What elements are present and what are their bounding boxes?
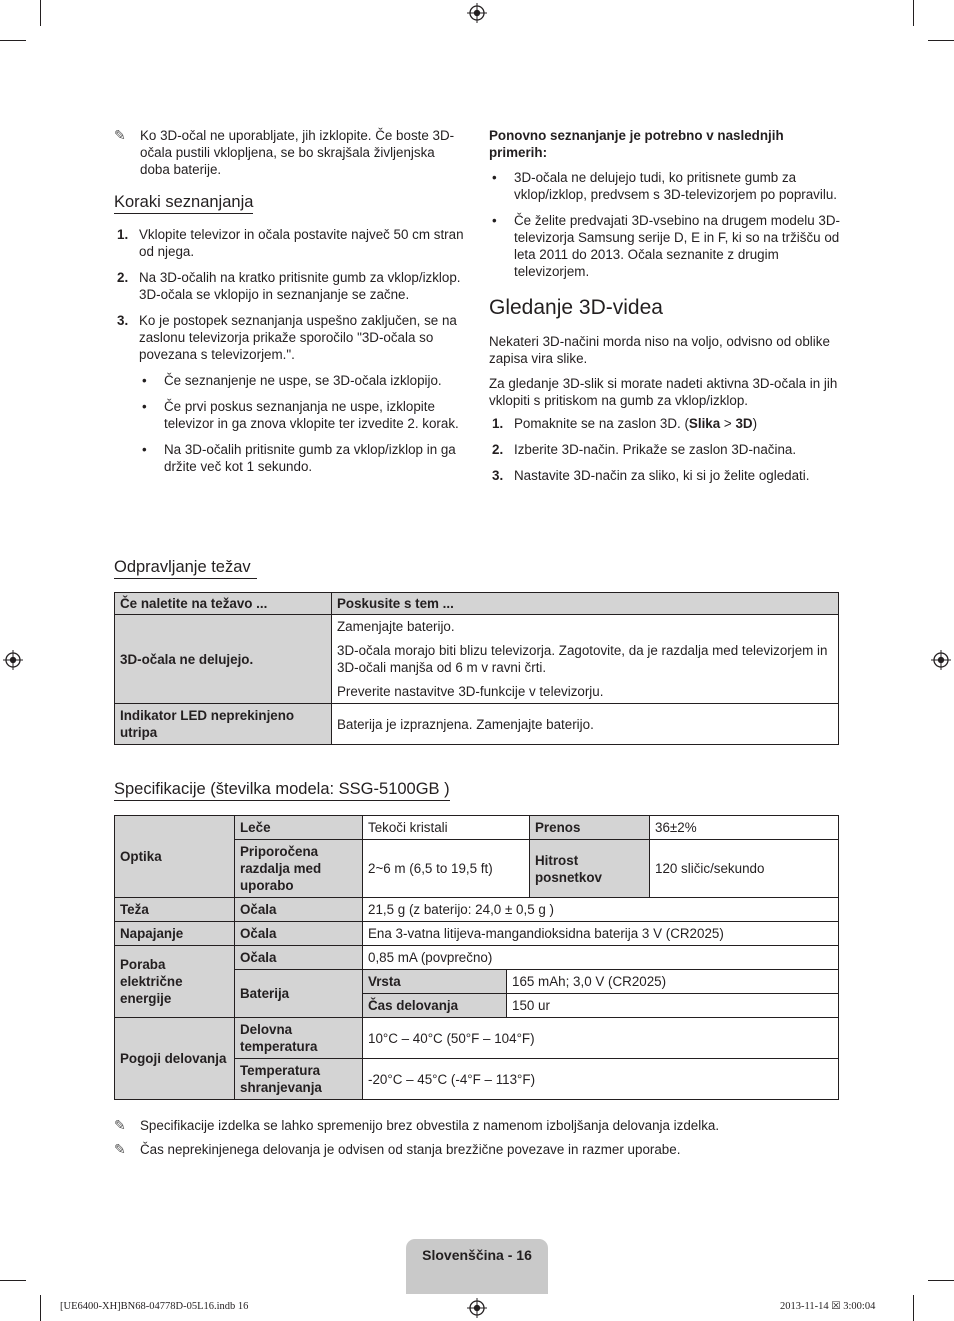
bullet-icon: • — [492, 170, 497, 185]
table-cell: 120 sličic/sekundo — [650, 840, 839, 898]
table-header: Če naletite na težavo ... — [115, 593, 332, 615]
bullet-icon: • — [142, 442, 147, 457]
table-cell: Čas delovanja — [363, 994, 507, 1018]
specs-section — [114, 779, 450, 801]
crop-mark — [928, 40, 954, 41]
footnotes — [114, 1117, 839, 1158]
crop-mark — [0, 40, 26, 41]
print-file-label: [UE6400-XH]BN68-04778D-05L16.indb 16 — [60, 1301, 249, 1312]
section-heading: Odpravljanje težav — [114, 557, 257, 579]
table-cell: Baterija — [235, 970, 363, 1018]
list-item: 1. Vklopite televizor in očala postavite največ 50 cm stran od njega. — [117, 227, 464, 259]
list-item: 2. Izberite 3D-način. Prikaže se zaslon 3D-načina. — [492, 442, 797, 457]
table-cell: Optika — [115, 816, 235, 898]
list-item: • 3D-očala ne delujejo tudi, ko pritisnete gumb za vklop/izklop, predvsem s 3D-televizorjem po popravilu. — [489, 169, 841, 203]
bullet-icon: • — [142, 399, 147, 414]
section-heading: Specifikacije (številka modela: SSG-5100GB ) — [114, 779, 450, 801]
troubleshoot-table — [114, 592, 839, 745]
table-row — [115, 816, 839, 840]
crop-mark — [913, 1295, 914, 1321]
specs-table — [114, 815, 839, 1100]
pairing-section — [114, 192, 466, 214]
crop-mark — [913, 0, 914, 26]
list-item: • Če prvi poskus seznanjanja ne uspe, izklopite televizor in ga znova vklopite ter izvedite 2. korak. — [139, 398, 466, 432]
table-cell: -20°C – 45°C (-4°F – 113°F) — [363, 1059, 839, 1100]
table-cell: 21,5 g (z baterijo: 24,0 ± 0,5 g ) — [363, 898, 839, 922]
table-row — [115, 946, 839, 970]
bullet-icon: • — [142, 373, 147, 388]
table-cell: Temperatura shranjevanja — [235, 1059, 363, 1100]
table-cell: 150 ur — [507, 994, 839, 1018]
pencil-note-icon: ✎ — [114, 1141, 126, 1157]
table-cell: Vrsta — [363, 970, 507, 994]
list-item: 1. Pomaknite se na zaslon 3D. (Slika > 3D) — [492, 416, 758, 431]
list-item: • Če želite predvajati 3D-vsebino na drugem modelu 3D-televizorja Samsung serije D, E in F, ki so na tržišču od leta 2011 do 2013. Očala seznanite z drugim televizorjem. — [489, 212, 841, 280]
list-item: 3. Nastavite 3D-način za sliko, ki si jo želite ogledati. — [492, 468, 810, 483]
section-heading: Koraki seznanjanja — [114, 192, 253, 214]
table-cell: Poraba električne energije — [115, 946, 235, 1018]
pencil-note-icon: ✎ — [114, 127, 126, 143]
table-cell: Ena 3-vatna litijeva-mangandioksidna baterija 3 V (CR2025) — [363, 922, 839, 946]
registration-mark-icon — [931, 650, 951, 670]
table-cell: Teža — [115, 898, 235, 922]
pairing-bullets — [139, 372, 466, 475]
bullet-icon: • — [492, 213, 497, 228]
table-cell: 10°C – 40°C (50°F – 104°F) — [363, 1018, 839, 1059]
crop-mark — [40, 0, 41, 26]
table-row — [115, 1018, 839, 1059]
repair-bullets — [489, 169, 841, 280]
registration-mark-icon — [467, 3, 487, 23]
table-row — [115, 922, 839, 946]
table-cell: Očala — [235, 898, 363, 922]
table-cell: Napajanje — [115, 922, 235, 946]
table-cell: Delovna temperatura — [235, 1018, 363, 1059]
table-row — [115, 704, 839, 745]
table-cell: 3D-očala ne delujejo. — [115, 615, 332, 704]
table-cell: Hitrost posnetkov — [530, 840, 650, 898]
spec-note: ✎ Čas neprekinjenega delovanja je odvisen od stanja brezžične povezave in razmer uporabe. — [114, 1141, 681, 1157]
list-item: • Na 3D-očalih pritisnite gumb za vklop/izklop in ga držite več kot 1 sekundo. — [139, 441, 466, 475]
paragraph: Za gledanje 3D-slik si morate nadeti aktivna 3D-očala in jih vklopiti s pritiskom na gumb za vklop/izklop. — [489, 376, 838, 408]
table-row — [115, 898, 839, 922]
table-cell: 36±2% — [650, 816, 839, 840]
left-column — [114, 127, 466, 484]
list-item: • Če seznanjenje ne uspe, se 3D-očala izklopijo. — [139, 372, 466, 389]
table-cell: 0,85 mA (povprečno) — [363, 946, 839, 970]
registration-mark-icon — [3, 650, 23, 670]
table-cell: Leče — [235, 816, 363, 840]
crop-mark — [928, 1280, 954, 1281]
table-row — [115, 615, 839, 704]
pencil-note-icon: ✎ — [114, 1117, 126, 1133]
watch-steps — [489, 415, 841, 484]
paragraph: Nekateri 3D-načini morda niso na voljo, odvisno od oblike zapisa vira slike. — [489, 334, 830, 366]
table-header: Poskusite s tem ... — [332, 593, 839, 615]
repair-heading: Ponovno seznanjanje je potrebno v naslednjih primerih: — [489, 128, 784, 160]
right-column — [489, 127, 841, 493]
troubleshoot-section — [114, 557, 257, 579]
pairing-steps — [114, 226, 466, 363]
table-row — [115, 593, 839, 615]
spec-note: ✎ Specifikacije izdelka se lahko spremenijo brez obvestila z namenom izboljšanja delovanja izdelka. — [114, 1117, 720, 1133]
registration-mark-icon — [467, 1298, 487, 1318]
list-item: 2. Na 3D-očalih na kratko pritisnite gumb za vklop/izklop. 3D-očala se vklopijo in seznanjanje se začne. — [117, 270, 461, 302]
table-cell: Indikator LED neprekinjeno utripa — [115, 704, 332, 745]
crop-mark — [0, 1280, 26, 1281]
table-cell: Priporočena razdalja med uporabo — [235, 840, 363, 898]
print-timestamp: 2013-11-14 ☒ 3:00:04 — [780, 1301, 876, 1312]
section-title: Gledanje 3D-videa — [489, 296, 663, 319]
crop-mark — [40, 1295, 41, 1321]
table-cell: Baterija je izpraznjena. Zamenjajte baterijo. — [332, 704, 839, 745]
table-cell: Očala — [235, 922, 363, 946]
table-cell: Očala — [235, 946, 363, 970]
table-cell: Zamenjajte baterijo. 3D-očala morajo biti blizu televizorja. Zagotovite, da je razdalja med televizorjem in 3D-očali manjša od 6 m v ravni črti. Preverite nastavitve 3D-funkcije v televizorju. — [332, 615, 839, 704]
table-cell: 165 mAh; 3,0 V (CR2025) — [507, 970, 839, 994]
page-number-tab: Slovenščina - 16 — [406, 1239, 548, 1294]
table-cell: 2~6 m (6,5 to 19,5 ft) — [363, 840, 530, 898]
list-item: 3. Ko je postopek seznanjanja uspešno zaključen, se na zaslonu televizorja prikaže sporočilo "3D-očala so povezana s televizorjem.". — [117, 313, 457, 362]
table-cell: Tekoči kristali — [363, 816, 530, 840]
battery-note — [114, 127, 466, 178]
table-cell: Pogoji delovanja — [115, 1018, 235, 1100]
table-cell: Prenos — [530, 816, 650, 840]
note-text: Ko 3D-očal ne uporabljate, jih izklopite. Če boste 3D-očala pustili vklopljena, se bo skrajšala življenjska doba baterije. — [140, 128, 455, 177]
